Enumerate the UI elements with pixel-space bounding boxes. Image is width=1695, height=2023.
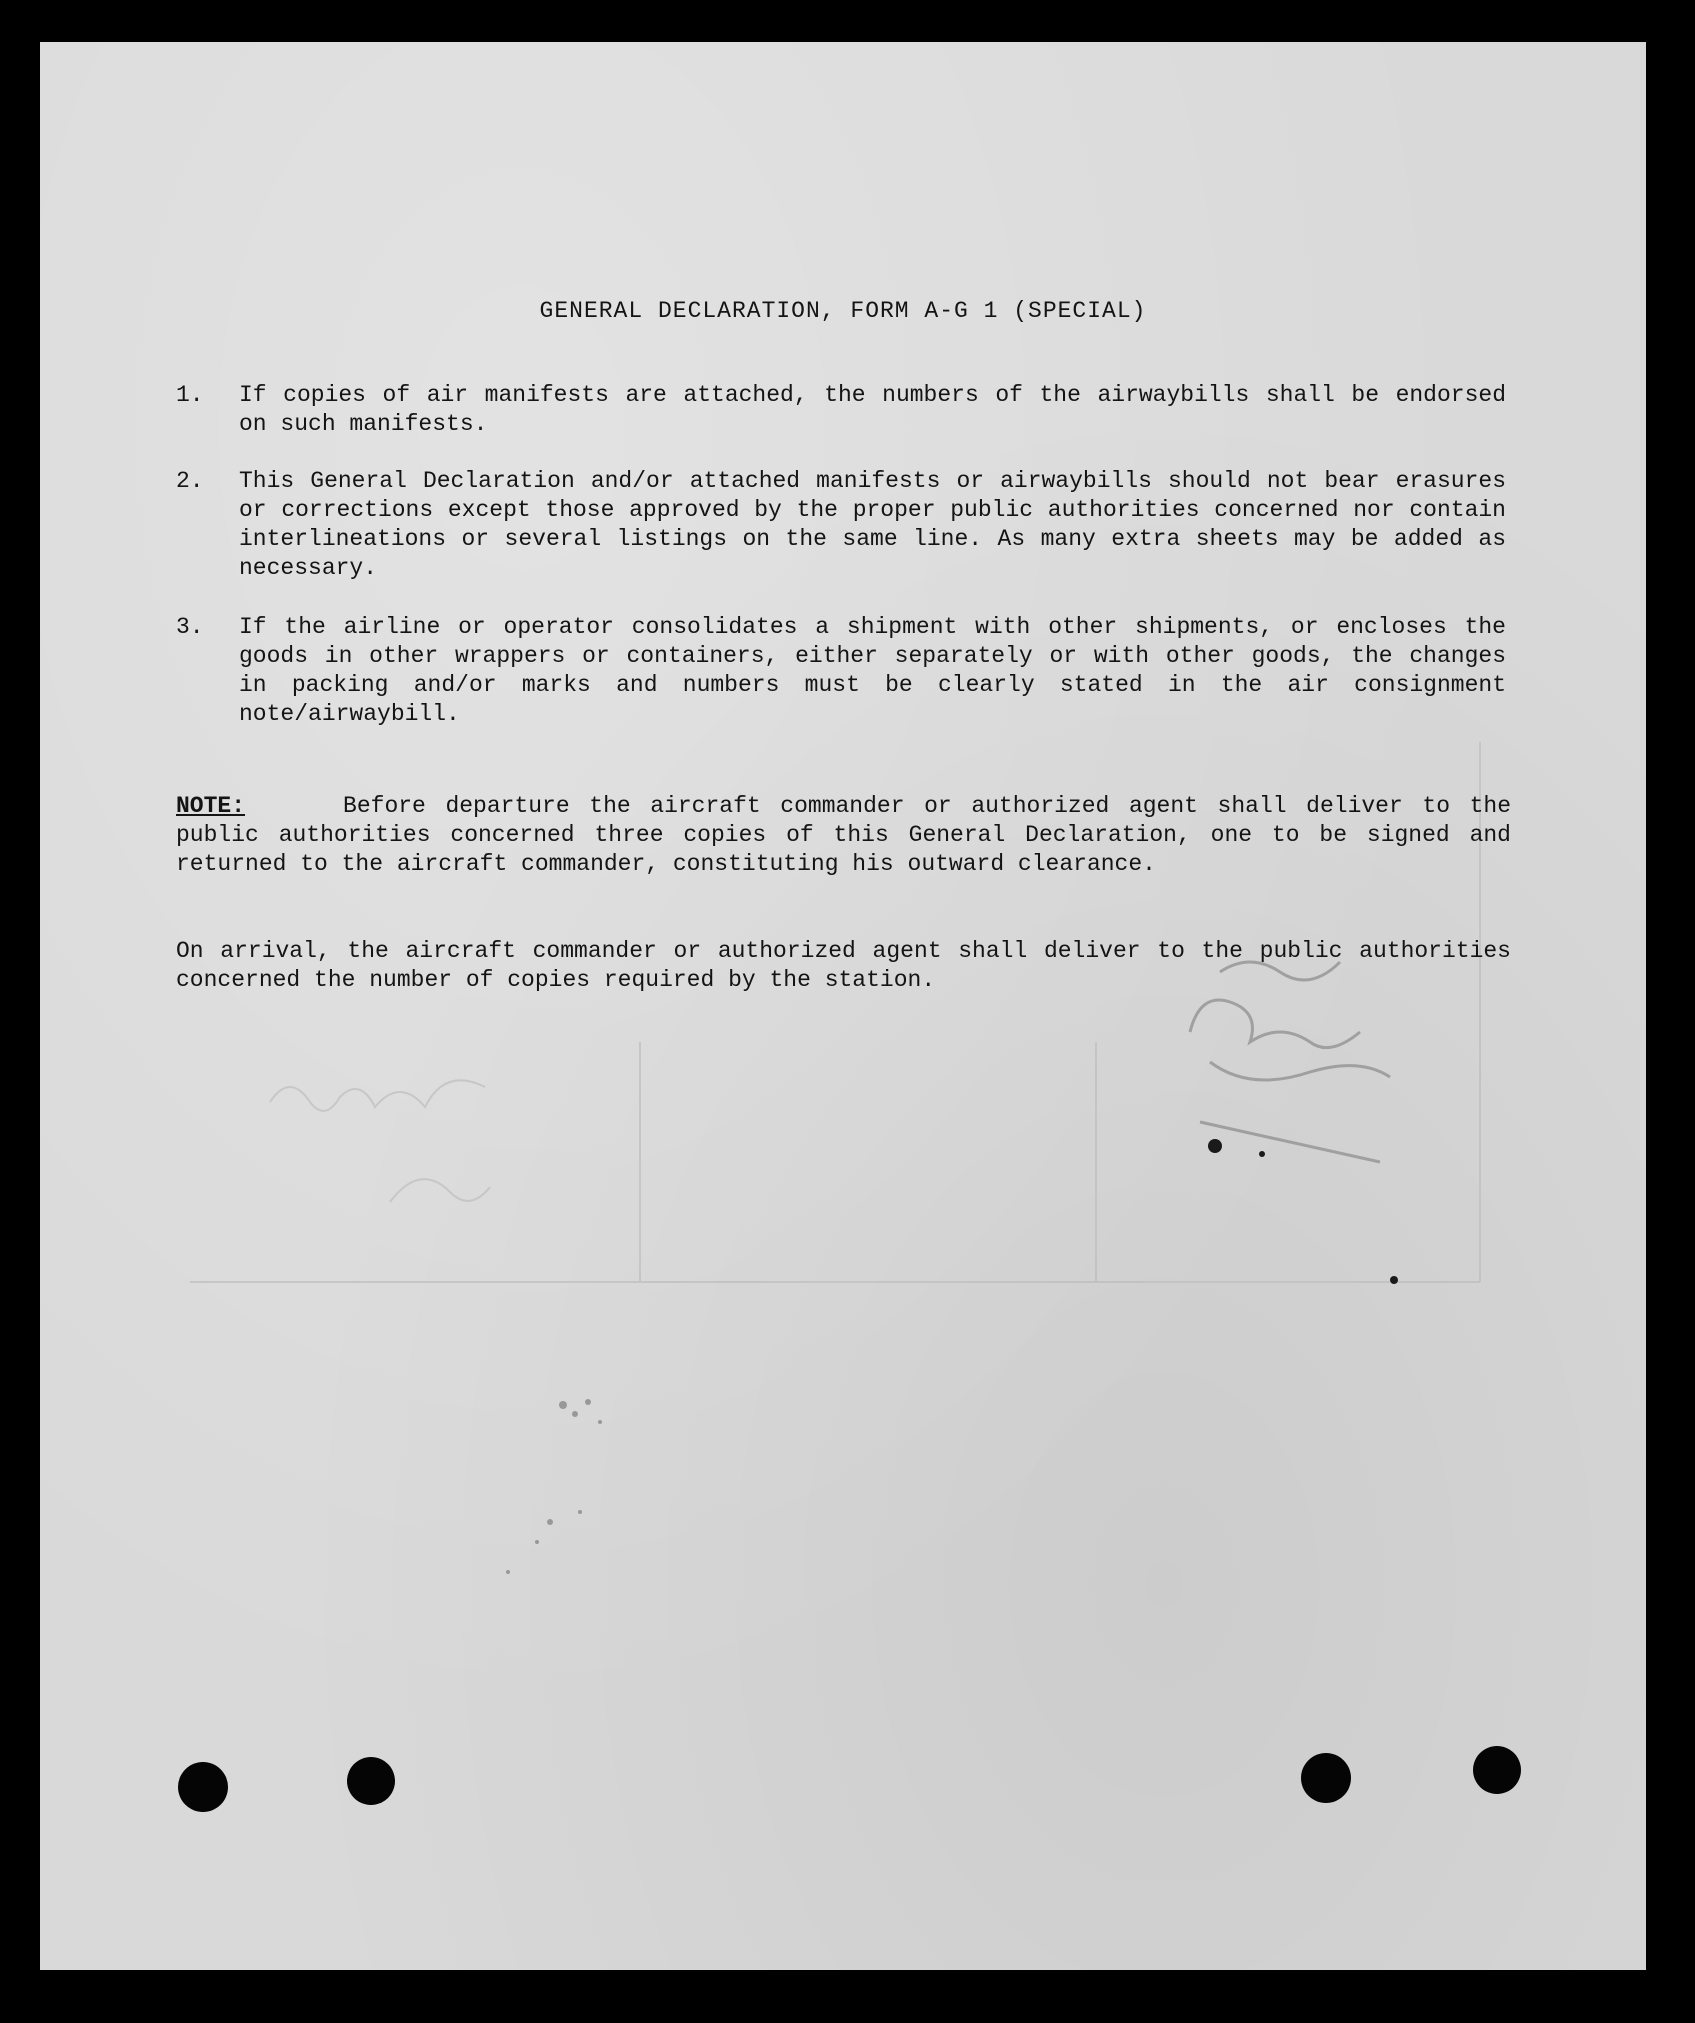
note-paragraph — [176, 792, 1511, 879]
item-number: 3. — [176, 614, 204, 640]
punch-holes — [178, 1746, 1521, 1812]
item-number: 2. — [176, 468, 204, 494]
form-title: GENERAL DECLARATION, FORM A-G 1 (SPECIAL) — [539, 298, 1147, 324]
item-text: If copies of air manifests are attached, the numbers of the airwaybills shall be endorsed on such manifests. — [239, 382, 1506, 437]
instruction-item-3 — [176, 613, 1506, 729]
instruction-item-2 — [176, 467, 1506, 583]
item-number: 1. — [176, 382, 204, 408]
document-page — [40, 42, 1646, 1970]
bleed-through-marks — [40, 42, 1646, 1970]
note-label: NOTE: — [176, 793, 246, 819]
instruction-item-1 — [176, 381, 1506, 439]
note-text: Before departure the aircraft commander or authorized agent shall deliver to the public authorities concerned three copies of this General Declaration, one to be signed and returned to the aircraft commander, constituting his outward clearance. — [176, 793, 1511, 877]
arrival-paragraph: On arrival, the aircraft commander or authorized agent shall deliver to the public authorities concerned the number of copies required by the station. — [176, 938, 1511, 993]
item-text: This General Declaration and/or attached manifests or airwaybills should not bear erasures or corrections except those approved by the proper public authorities concerned nor contain interlineations or several listings on the same line. As many extra sheets may be added as necessary. — [239, 468, 1506, 581]
item-text: If the airline or operator consolidates a shipment with other shipments, or encloses the goods in other wrappers or containers, either separately or with other goods, the changes in packing and/or marks and numbers must be clearly stated in the air consignment note/airwaybill. — [239, 614, 1506, 727]
